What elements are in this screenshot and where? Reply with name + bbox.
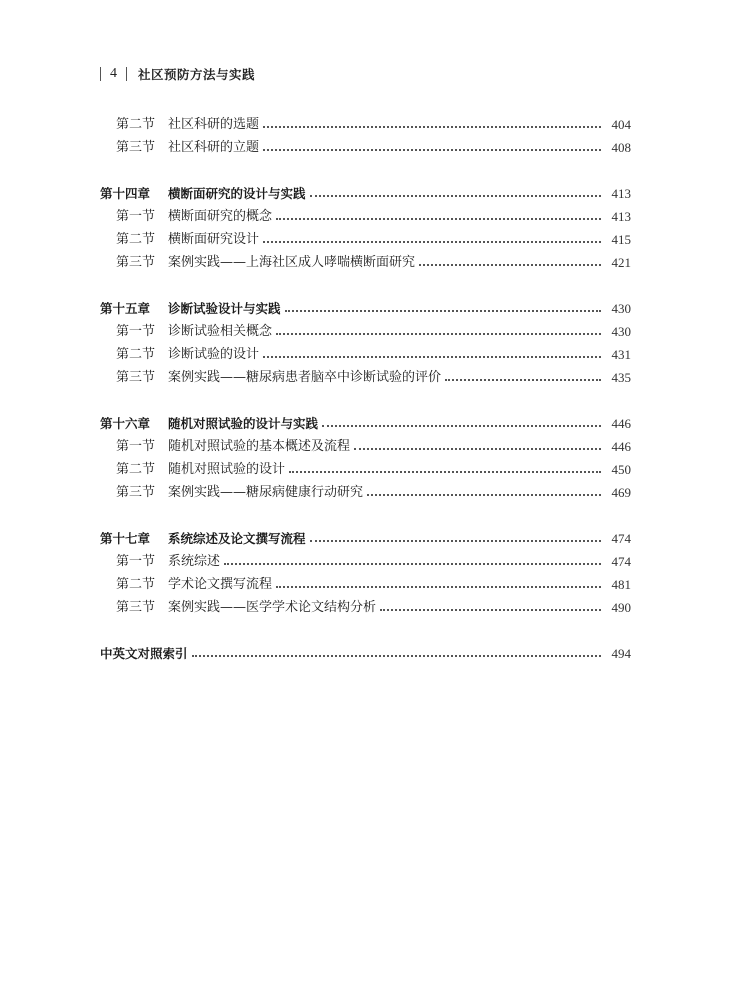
toc-page-number: 494: [611, 646, 631, 661]
appendix-title: 中英文对照索引: [100, 646, 188, 661]
chapter-number: 第十四章: [100, 186, 151, 201]
toc-entry-label: [100, 458, 285, 481]
toc-entry-label: [100, 435, 350, 458]
chapter-title: 系统综述及论文撰写流程: [168, 531, 306, 546]
toc-page-number: 408: [611, 140, 631, 155]
toc-section-entry[interactable]: [100, 366, 631, 389]
toc-chapter-entry[interactable]: [100, 412, 631, 435]
section-title: 学术论文撰写流程: [168, 577, 273, 592]
toc-section-entry[interactable]: [100, 228, 631, 251]
toc-page-number: 450: [611, 462, 631, 477]
section-title: 系统综述: [168, 554, 221, 569]
dot-leader: [310, 194, 601, 197]
section-title: 案例实践——糖尿病患者脑卒中诊断试验的评价: [168, 370, 442, 385]
toc-section-entry[interactable]: [100, 435, 631, 458]
dot-leader: [367, 493, 601, 496]
toc-section-entry[interactable]: [100, 596, 631, 619]
toc-page-number: 481: [611, 577, 631, 592]
toc-entry-label: [100, 320, 272, 343]
toc-entry-label: [100, 596, 376, 619]
toc-spacer: [100, 504, 631, 527]
page-number: 4: [110, 66, 117, 81]
toc-section-entry[interactable]: [100, 573, 631, 596]
chapter-title: 诊断试验设计与实践: [168, 301, 281, 316]
section-title: 诊断试验相关概念: [168, 324, 273, 339]
toc-entry-label: [100, 251, 415, 274]
toc-page-number: 446: [611, 439, 631, 454]
header-divider-left: [100, 67, 101, 81]
toc-entry-label: [100, 113, 259, 136]
toc-entry-label: [100, 527, 306, 550]
dot-leader: [310, 539, 601, 542]
section-number: 第二节: [116, 232, 156, 247]
toc-section-entry[interactable]: [100, 136, 631, 159]
toc-page-number: 469: [611, 485, 631, 500]
dot-leader: [285, 309, 601, 312]
toc-section-entry[interactable]: [100, 481, 631, 504]
dot-leader: [263, 240, 601, 243]
toc-entry-label: [100, 412, 318, 435]
toc-entry-label: [100, 642, 188, 665]
dot-leader: [192, 654, 601, 657]
running-title: 社区预防方法与实践: [138, 67, 256, 82]
section-number: 第三节: [116, 600, 156, 615]
chapter-number: 第十六章: [100, 416, 151, 431]
toc-entry-label: [100, 136, 259, 159]
section-number: 第二节: [116, 462, 156, 477]
toc-spacer: [100, 159, 631, 182]
section-title: 社区科研的选题: [168, 117, 260, 132]
section-number: 第三节: [116, 140, 156, 155]
section-number: 第二节: [116, 577, 156, 592]
section-title: 案例实践——医学学术论文结构分析: [168, 600, 377, 615]
toc-page-number: 474: [611, 554, 631, 569]
toc-page-number: 430: [611, 301, 631, 316]
dot-leader: [276, 585, 601, 588]
running-header: [100, 64, 255, 84]
dot-leader: [224, 562, 601, 565]
section-title: 案例实践——糖尿病健康行动研究: [168, 485, 364, 500]
toc-page-number: 413: [611, 209, 631, 224]
toc-chapter-entry[interactable]: [100, 182, 631, 205]
dot-leader: [289, 470, 601, 473]
chapter-number: 第十五章: [100, 301, 151, 316]
section-title: 横断面研究的概念: [168, 209, 273, 224]
toc-page-number: 431: [611, 347, 631, 362]
toc-page-number: 421: [611, 255, 631, 270]
toc-spacer: [100, 389, 631, 412]
toc-chapter-entry[interactable]: [100, 527, 631, 550]
section-number: 第一节: [116, 324, 156, 339]
section-title: 诊断试验的设计: [168, 347, 260, 362]
section-title: 横断面研究设计: [168, 232, 260, 247]
toc-entry-label: [100, 481, 363, 504]
toc-section-entry[interactable]: [100, 113, 631, 136]
toc-page-number: 415: [611, 232, 631, 247]
dot-leader: [445, 378, 601, 381]
toc-entry-label: [100, 182, 306, 205]
toc-appendix-entry[interactable]: [100, 642, 631, 665]
toc-section-entry[interactable]: [100, 320, 631, 343]
dot-leader: [354, 447, 601, 450]
section-title: 随机对照试验的基本概述及流程: [168, 439, 351, 454]
dot-leader: [263, 125, 601, 128]
toc-spacer: [100, 274, 631, 297]
section-number: 第二节: [116, 347, 156, 362]
toc-page-number: 430: [611, 324, 631, 339]
toc-entry-label: [100, 343, 259, 366]
toc-section-entry[interactable]: [100, 251, 631, 274]
toc-chapter-entry[interactable]: [100, 297, 631, 320]
toc-entry-label: [100, 205, 272, 228]
dot-leader: [276, 332, 601, 335]
table-of-contents: [100, 113, 631, 665]
section-number: 第二节: [116, 117, 156, 132]
chapter-title: 横断面研究的设计与实践: [168, 186, 306, 201]
section-title: 随机对照试验的设计: [168, 462, 286, 477]
section-number: 第一节: [116, 209, 156, 224]
toc-entry-label: [100, 573, 272, 596]
header-divider-right: [126, 67, 127, 81]
toc-page-number: 446: [611, 416, 631, 431]
toc-page-number: 490: [611, 600, 631, 615]
toc-spacer: [100, 619, 631, 642]
section-title: 案例实践——上海社区成人哮喘横断面研究: [168, 255, 416, 270]
toc-entry-label: [100, 228, 259, 251]
chapter-title: 随机对照试验的设计与实践: [168, 416, 319, 431]
toc-entry-label: [100, 297, 281, 320]
toc-section-entry[interactable]: [100, 343, 631, 366]
section-number: 第三节: [116, 485, 156, 500]
toc-page-number: 413: [611, 186, 631, 201]
toc-page-number: 435: [611, 370, 631, 385]
section-number: 第三节: [116, 370, 156, 385]
section-number: 第一节: [116, 439, 156, 454]
dot-leader: [276, 217, 601, 220]
toc-section-entry[interactable]: [100, 205, 631, 228]
toc-section-entry[interactable]: [100, 458, 631, 481]
chapter-number: 第十七章: [100, 531, 151, 546]
dot-leader: [263, 148, 601, 151]
section-number: 第一节: [116, 554, 156, 569]
section-title: 社区科研的立题: [168, 140, 260, 155]
dot-leader: [380, 608, 601, 611]
dot-leader: [419, 263, 601, 266]
toc-page-number: 474: [611, 531, 631, 546]
dot-leader: [322, 424, 601, 427]
dot-leader: [263, 355, 601, 358]
toc-entry-label: [100, 366, 441, 389]
toc-section-entry[interactable]: [100, 550, 631, 573]
toc-entry-label: [100, 550, 220, 573]
toc-page-number: 404: [611, 117, 631, 132]
section-number: 第三节: [116, 255, 156, 270]
